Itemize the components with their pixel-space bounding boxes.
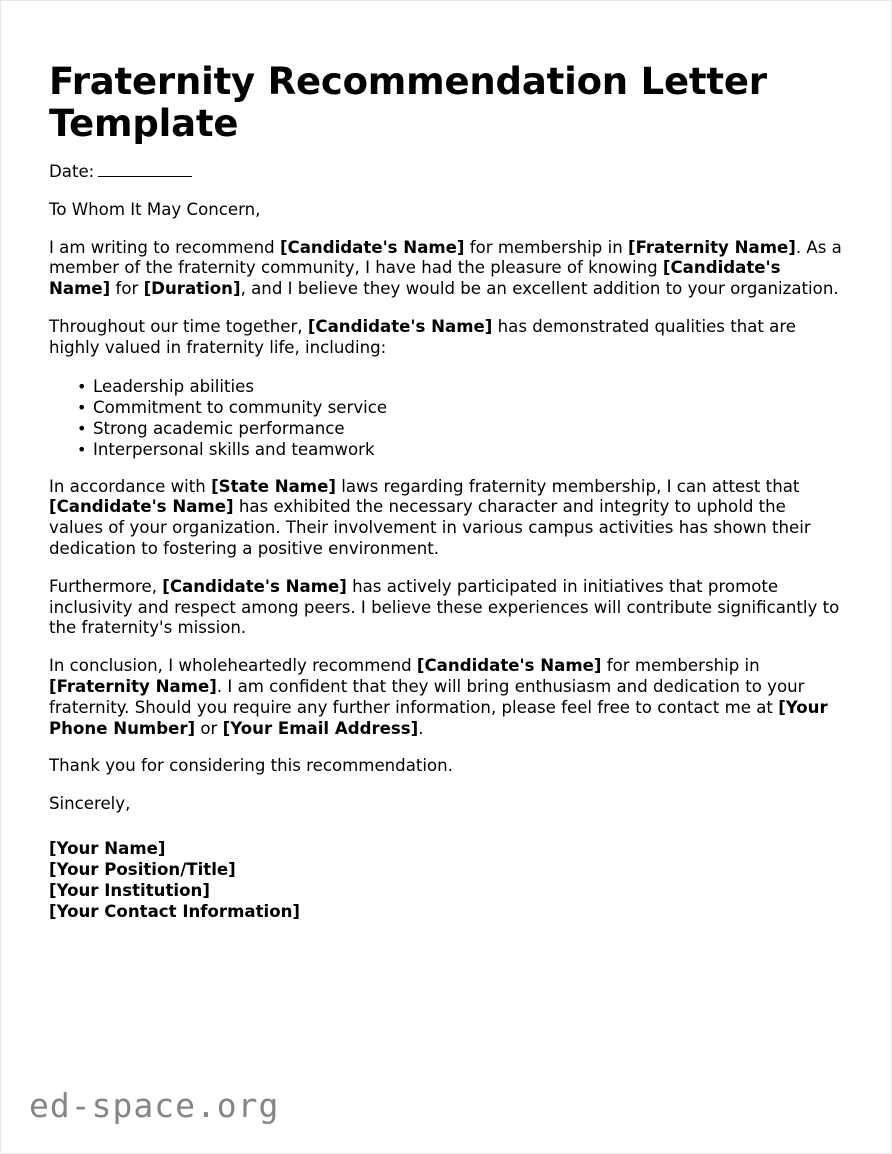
text-run: , and I believe they would be an excellent addition to your organization. <box>240 279 839 299</box>
placeholder-token: [Candidate's Name] <box>279 237 465 257</box>
paragraph-conclusion <box>49 639 845 739</box>
text-run: has exhibited the necessary character and integrity to uphold the values of your organization. Their involvement in various campus activities has shown their dedication to fostering a positive environment. <box>49 497 811 558</box>
placeholder-token: [Candidate's Name] <box>49 258 781 299</box>
list-item: • Leadership abilities <box>49 376 845 397</box>
paragraph-closing <box>49 777 845 815</box>
placeholder-token: [Your Phone Number] <box>49 697 828 738</box>
text-run: . I am confident that they will bring enthusiasm and dedication to your fraternity. Should you require any further information, please feel free to contact me at <box>49 676 805 717</box>
text-run: laws regarding fraternity membership, I can attest that <box>335 476 800 496</box>
text-run: Thank you for considering this recommendation. <box>49 756 453 776</box>
text-run: or <box>195 718 223 738</box>
placeholder-token: [Fraternity Name] <box>627 237 796 257</box>
paragraph-qualities-intro <box>49 300 845 359</box>
signature-block <box>49 815 845 922</box>
qualities-list <box>49 359 845 460</box>
paragraph-state-law <box>49 460 845 560</box>
text-run: In conclusion, I wholeheartedly recommend <box>49 656 417 676</box>
placeholder-token: [State Name] <box>211 476 336 496</box>
list-item: • Strong academic performance <box>49 418 845 439</box>
letter-body <box>49 1 845 922</box>
date-blank-field[interactable] <box>98 163 192 177</box>
text-run: Furthermore, <box>49 576 163 596</box>
placeholder-token: [Candidate's Name] <box>49 497 234 517</box>
signature-line: [Your Contact Information] <box>49 901 301 921</box>
text-run: has actively participated in initiatives that promote inclusivity and respect among peers. I believe these experiences will contribute significantly to the fraternity's mission. <box>49 576 840 638</box>
placeholder-token: [Candidate's Name] <box>307 316 493 336</box>
list-item: • Commitment to community service <box>49 397 845 418</box>
placeholder-token: [Candidate's Name] <box>162 576 347 596</box>
page-title: Fraternity Recommendation Letter Template <box>49 60 767 145</box>
list-item: • Interpersonal skills and teamwork <box>49 439 845 460</box>
signature-line: [Your Institution] <box>49 880 210 900</box>
text-run: for membership in <box>464 237 628 257</box>
text-run: Throughout our time together, <box>49 316 308 336</box>
paragraph-thanks <box>49 739 845 777</box>
site-watermark: ed-space.org <box>29 1086 280 1125</box>
paragraph-furthermore <box>49 560 845 639</box>
date-line <box>49 145 845 183</box>
date-label: Date: <box>49 162 95 181</box>
text-run: I am writing to recommend <box>49 237 280 257</box>
placeholder-token: [Your Email Address] <box>222 718 419 738</box>
salutation: To Whom It May Concern, <box>49 199 261 219</box>
text-run: . As a member of the fraternity community, I have had the pleasure of knowing <box>49 237 842 278</box>
signature-line: [Your Name] <box>49 838 166 858</box>
text-run: . <box>418 718 424 738</box>
placeholder-token: [Candidate's Name] <box>416 656 602 676</box>
placeholder-token: [Duration] <box>143 279 241 299</box>
text-run: In accordance with <box>49 476 212 496</box>
placeholder-token: [Fraternity Name] <box>49 676 217 696</box>
text-run: for membership in <box>601 656 760 676</box>
text-run: has demonstrated qualities that are highly valued in fraternity life, including: <box>49 316 797 357</box>
signature-line: [Your Position/Title] <box>49 859 236 879</box>
text-run: Sincerely, <box>49 794 131 814</box>
paragraph-opening <box>49 221 845 300</box>
text-run: for <box>110 279 144 299</box>
